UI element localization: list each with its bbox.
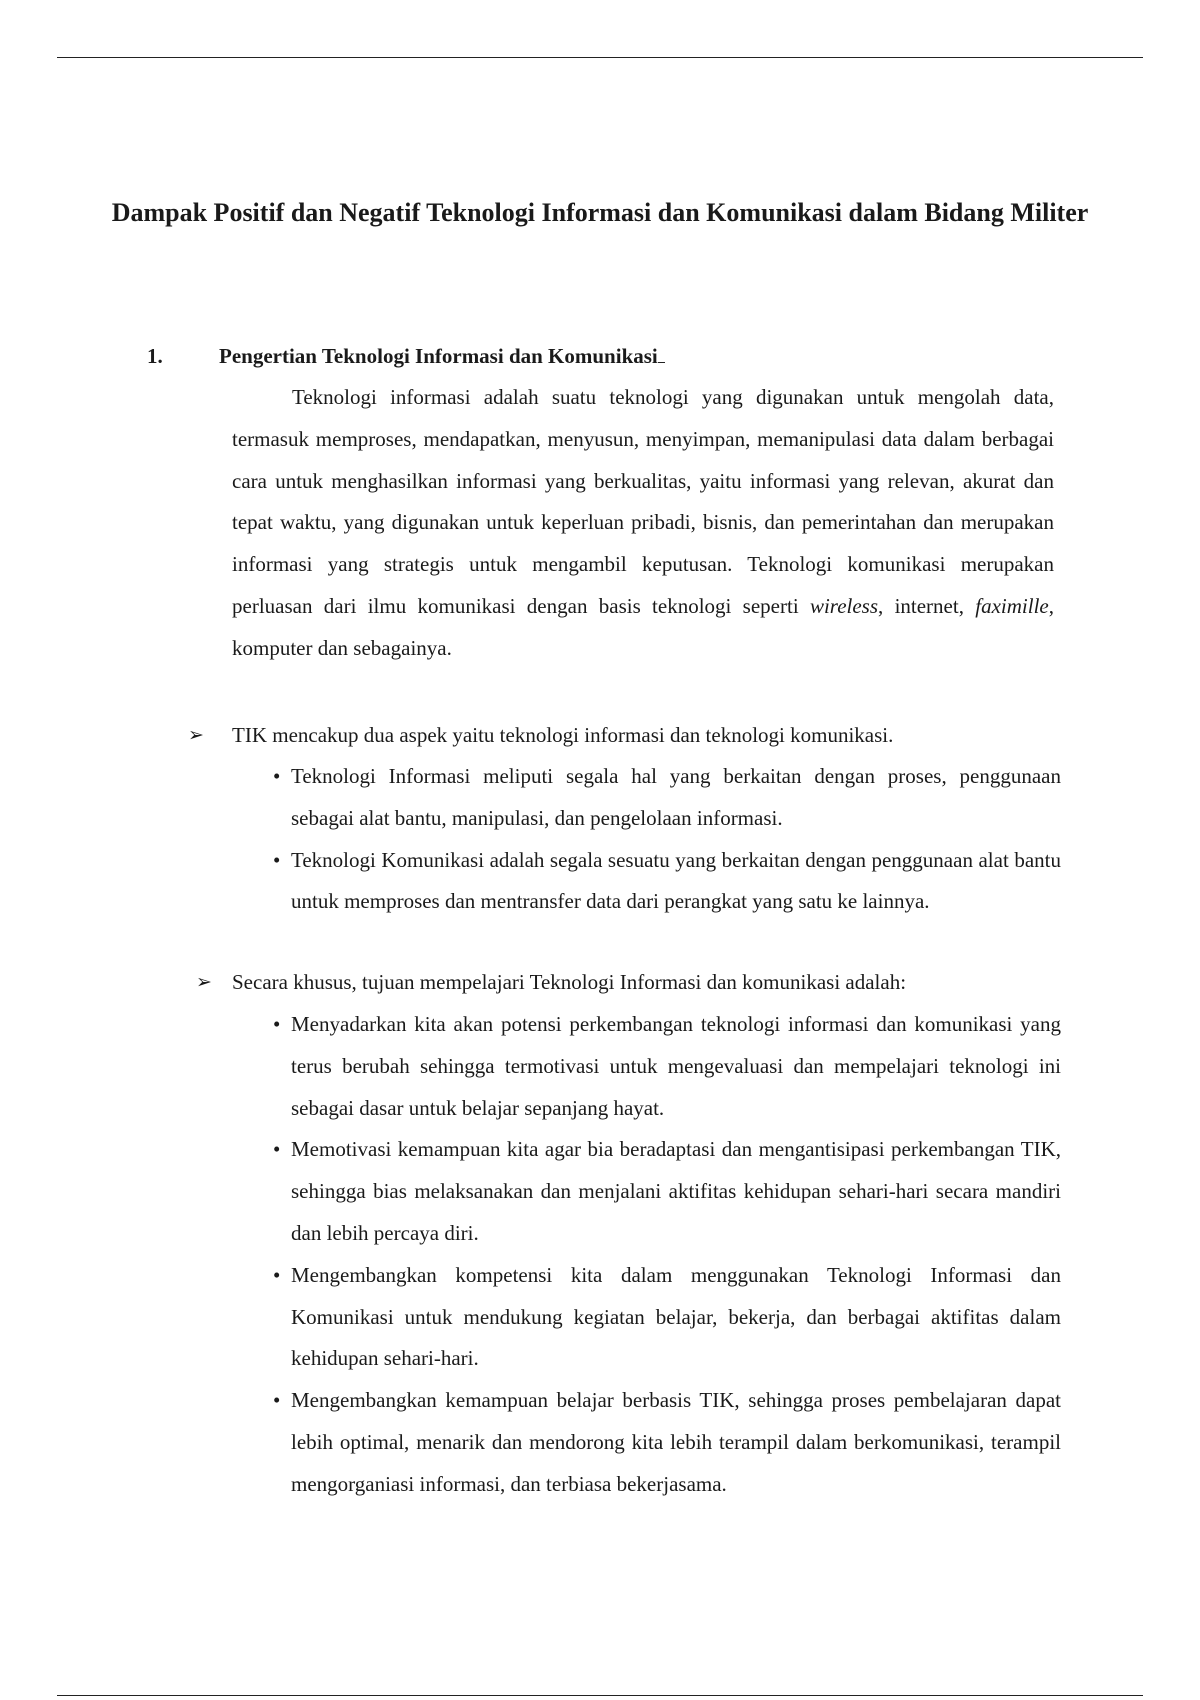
underline-mark [658, 342, 665, 363]
list-item [0, 1255, 1061, 1380]
page-title: Dampak Positif dan Negatif Teknologi Informasi dan Komunikasi dalam Bidang Militer [111, 198, 1089, 227]
arrow-list-text: Secara khusus, tujuan mempelajari Teknologi Informasi dan komunikasi adalah: [232, 970, 907, 994]
list-item [0, 756, 1061, 840]
bullet-dot-icon: • [273, 1137, 281, 1162]
bullet-dot-icon: • [273, 1388, 281, 1413]
arrow-bullet-icon: ➢ [188, 725, 204, 746]
paragraph-text-1: Teknologi informasi adalah suatu teknologi yang digunakan untuk mengolah data, termasuk memproses, mendapatkan, menyusun, menyimpan, memanipulasi data dalam berbagai cara untuk menghasilkan informasi yang berkualitas, yaitu informasi yang relevan, akurat dan tepat waktu, yang digunakan untuk keperluan pribadi, bisnis, dan pemerintahan dan merupakan informasi yang strategis untuk mengambil keputusan. Teknologi komunikasi merupakan perluasan dari ilmu komunikasi dengan basis teknologi seperti [232, 385, 1054, 618]
paragraph-text-3: , komputer dan sebagainya. [232, 593, 1054, 660]
top-rule [57, 57, 1143, 58]
list-item-text: Mengembangkan kompetensi kita dalam menggunakan Teknologi Informasi dan Komunikasi untuk mendukung kegiatan belajar, bekerja, dan berbagai aktifitas dalam kehidupan sehari-hari. [291, 1262, 1061, 1371]
bullet-list [0, 756, 1200, 923]
list-item-text: Mengembangkan kemampuan belajar berbasis TIK, sehingga proses pembelajaran dapat lebih optimal, menarik dan mendorong kita lebih terampil dalam berkomunikasi, terampil mengorganiasi informasi, dan terbiasa bekerjasama. [291, 1388, 1061, 1496]
paragraph-text-2: , internet, [878, 593, 976, 618]
list-item-text: Menyadarkan kita akan potensi perkembangan teknologi informasi dan komunikasi yang terus berubah sehingga termotivasi untuk mengevaluasi dan mempelajari teknologi ini sebagai dasar untuk belajar sepanjang hayat. [291, 1012, 1061, 1120]
bullet-list [0, 1004, 1200, 1506]
bullet-dot-icon: • [273, 847, 281, 872]
definition-paragraph [232, 377, 1054, 670]
bullet-dot-icon: • [273, 1262, 281, 1287]
list-item [0, 1004, 1061, 1129]
section-title [219, 338, 665, 374]
italic-term-wireless: wireless [809, 593, 879, 618]
bottom-rule [57, 1695, 1143, 1696]
bullet-dot-icon: • [273, 1012, 281, 1036]
section-title-text: Pengertian Teknologi Informasi dan Komunikasi [219, 344, 658, 368]
arrow-list-text: TIK mencakup dua aspek yaitu teknologi informasi dan teknologi komunikasi. [232, 723, 894, 747]
list-item-text: Teknologi Informasi meliputi segala hal yang berkaitan dengan proses, penggunaan sebagai alat bantu, manipulasi, dan pengelolaan informasi. [291, 764, 1061, 830]
list-item-text: Memotivasi kemampuan kita agar bia beradaptasi dan mengantisipasi perkembangan TIK, sehingga bias melaksanakan dan menjalani aktifitas kehidupan sehari-hari secara mandiri dan lebih percaya diri. [291, 1137, 1061, 1245]
section-heading [0, 338, 1200, 374]
list-item [0, 840, 1061, 924]
list-item [0, 1380, 1061, 1505]
arrow-bullet-icon: ➢ [196, 972, 212, 993]
italic-term-faximille: faximille [975, 593, 1049, 618]
list-item [0, 1129, 1061, 1254]
list-item-text: Teknologi Komunikasi adalah segala sesuatu yang berkaitan dengan penggunaan alat bantu untuk memproses dan mentransfer data dari perangkat yang satu ke lainnya. [291, 847, 1061, 914]
bullet-dot-icon: • [273, 764, 281, 788]
section-number: 1. [147, 344, 163, 368]
